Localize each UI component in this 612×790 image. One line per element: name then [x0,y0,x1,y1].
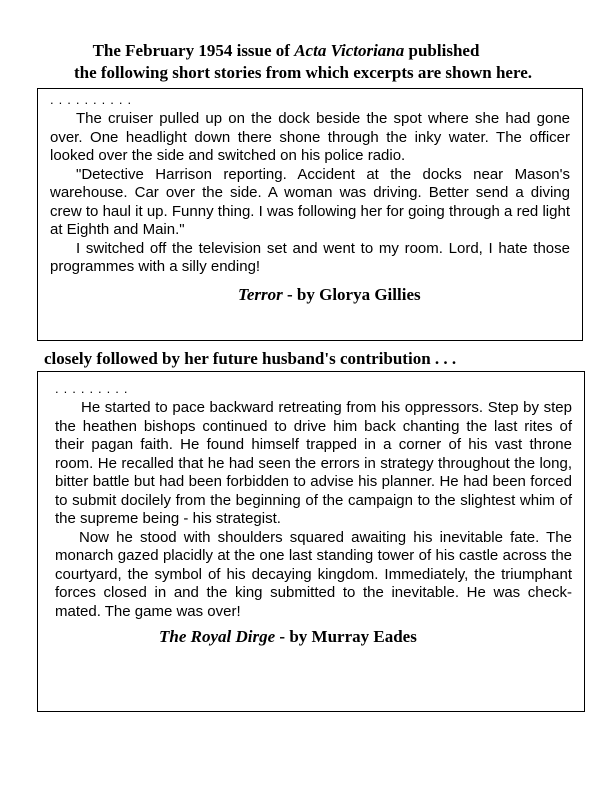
story-paragraph: I switched off the television set and went to my room. Lord, I hate those programmes with a silly ending! [50,239,570,275]
ellipsis-marker: ......... [55,381,133,396]
intro-heading [0,40,612,84]
story-excerpt-royal-dirge [37,371,585,712]
story-byline: The Royal Dirge - by Murray Eades [159,627,417,646]
story-title: The Royal Dirge [159,627,276,646]
story-author: by Murray Eades [289,627,417,646]
ellipsis-marker: .......... [50,92,137,107]
story-title: Terror [238,284,283,304]
story-paragraph: "Detective Harrison reporting. Accident at the docks near Mason's warehouse. Car over the side. A woman was driving. Better send a diving crew to haul it up. Funny thing. I was following her for going through a red light at Eighth and Main." [50,165,570,238]
publication-name: Acta Victoriana [294,41,405,60]
intro-line-1: The February 1954 issue of Acta Victoriana published [92,41,480,60]
transition-text: closely followed by her future husband's contribution . . . [44,349,457,368]
story-paragraph: Now he stood with shoulders squared awaiting his inevitable fate. The monarch gazed placidly at the one last standing tower of his castle across the courtyard, the symbol of his decaying kingdom. Immediately, the triumphant forces closed in and the king submitted to the inevitable. He was check-mated. The game was over! [55,528,572,620]
story-author: by Glorya Gillies [296,284,421,304]
story-excerpt-terror [37,88,583,341]
intro-line-2: the following short stories from which excerpts are shown here. [73,63,532,82]
story-paragraph: The cruiser pulled up on the dock beside the spot where she had gone over. One headlight down there shone through the inky water. The officer looked over the side and switched on his police radio. [50,110,570,164]
story-paragraph: He started to pace backward retreating from his oppressors. Step by step the heathen bishops continued to drive him back chanting the last rites of their pagan faith. He found himself trapped in a corner of his vast throne room. He recalled that he had seen the errors in strategy throughout the long, bitter battle but had been forbidden to advise his planner. He had been forced to submit docilely from the beginning of the campaign to the slightest whim of the supreme being - his strategist. [55,399,572,527]
story-byline: Terror - by Glorya Gillies [238,284,421,304]
